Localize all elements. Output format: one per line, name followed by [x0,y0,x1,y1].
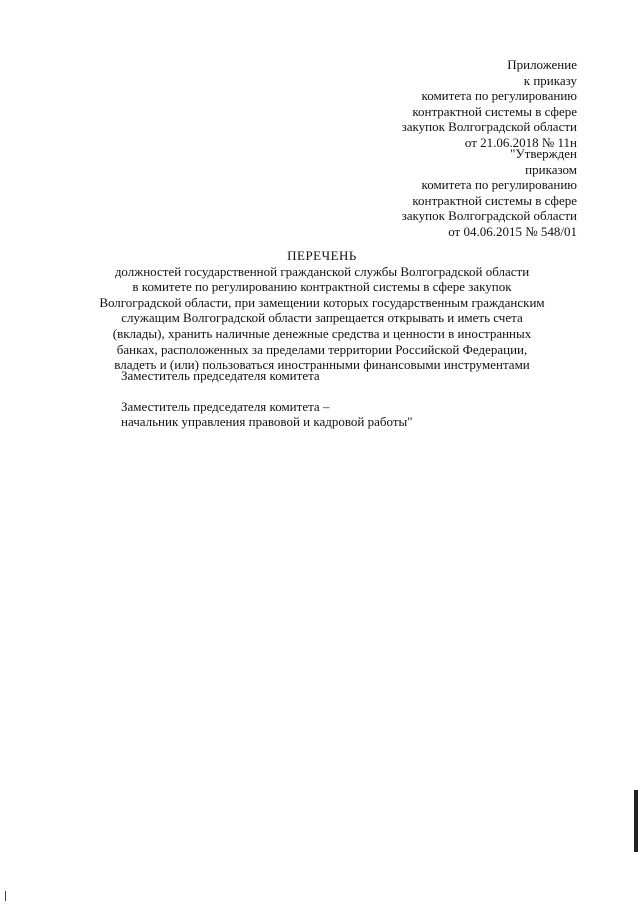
approval-line: приказом [525,161,577,177]
list-title-block [72,248,572,373]
position-item: Заместитель председателя комитета – [121,398,330,414]
approval-block [402,146,577,239]
appendix-line: Приложение [507,57,577,72]
spacer [121,384,413,399]
appendix-line: к приказу [523,72,577,88]
title-line: владеть и (или) пользоваться иностранными финансовыми инструментами [114,357,530,373]
approval-line: комитета по регулированию [421,177,577,192]
scan-corner-tick [5,891,6,901]
title-line: Волгоградской области, при замещении которых государственным гражданским [99,294,545,310]
approval-line: контрактной системы в сфере [412,192,577,208]
approval-line: закупок Волгоградской области [401,208,577,223]
title-line: банках, расположенных за пределами территории Российской Федерации, [116,341,528,357]
appendix-line: комитета по регулированию [421,88,577,103]
appendix-line: контрактной системы в сфере [412,103,577,119]
approval-line: "Утвержден [510,146,577,161]
title-line: (вклады), хранить наличные денежные средства и ценности в иностранных [112,325,532,341]
document-heading: ПЕРЕЧЕНЬ [287,248,357,263]
position-item-continuation: начальник управления правовой и кадровой работы" [121,414,413,429]
approval-line: от 04.06.2015 № 548/01 [448,223,577,239]
appendix-line: от 21.06.2018 № 11н [464,134,577,150]
appendix-block [402,57,577,150]
positions-list [121,368,413,430]
scan-margin-mark [634,790,638,852]
appendix-line: закупок Волгоградской области [401,119,577,134]
title-line: должностей государственной гражданской службы Волгоградской области [114,263,530,279]
title-line: в комитете по регулированию контрактной системы в сфере закупок [132,279,512,295]
title-line: служащим Волгоградской области запрещается открывать и иметь счета [121,310,523,326]
position-item: Заместитель председателя комитета [121,368,320,383]
